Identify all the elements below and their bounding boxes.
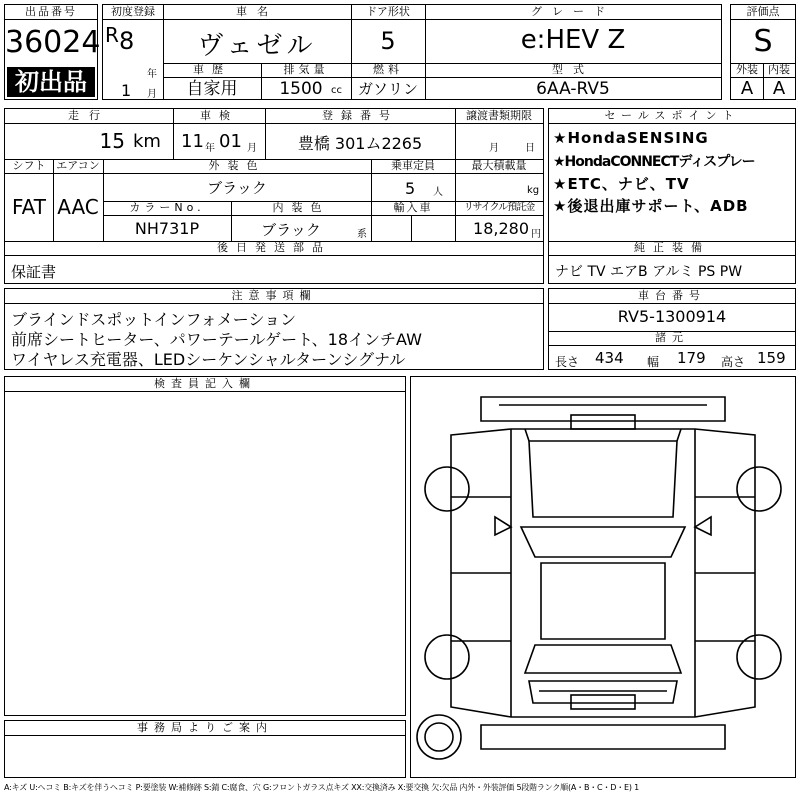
later-parts: 保証書 — [11, 263, 57, 281]
sales-points-box — [548, 108, 796, 284]
equipment-list: ナビ TV エアB アルミ PS PW — [555, 264, 743, 280]
import-label: 輸入車 — [393, 201, 433, 214]
front-bumper-outline — [481, 397, 725, 421]
first-reg-label: 初度登録 — [111, 5, 155, 18]
first-reg-year: 8 — [119, 27, 135, 55]
capacity-unit: 人 — [433, 187, 443, 198]
wheel-rear-left — [425, 635, 469, 679]
sales-point-item: ★ETC、ナビ、TV — [553, 175, 690, 193]
car-name: ヴェゼル — [197, 31, 317, 61]
ac: AAC — [57, 195, 99, 219]
plate-label: 登録番号 — [322, 109, 398, 122]
capacity: 5 — [405, 179, 416, 198]
equipment-label: 純正装備 — [634, 241, 710, 254]
model-label: 型式 — [552, 63, 594, 76]
displacement-unit: cc — [331, 85, 342, 96]
recycle-label: リサイクル預託金 — [463, 202, 535, 213]
rear-window-outline — [525, 645, 681, 673]
capacity-label: 乗車定員 — [391, 159, 435, 172]
office-label: 事務局よりご案内 — [137, 721, 273, 734]
grade: e:HEV Z — [520, 25, 626, 55]
shift: FAT — [11, 195, 46, 219]
later-parts-label: 後日発送部品 — [217, 241, 331, 254]
first-reg-month: 1 — [121, 81, 132, 100]
height: 159 — [757, 349, 786, 367]
inspection-month-unit: 月 — [247, 143, 257, 154]
max-load-label: 最大積載量 — [471, 159, 527, 172]
note-line: ブラインドスポットインフォメーション — [11, 310, 297, 329]
inspection-year-unit: 年 — [205, 143, 215, 154]
spare-wheel — [417, 715, 461, 759]
door-label: ドア形状 — [366, 5, 410, 18]
mileage-unit: km — [133, 131, 161, 152]
mileage: 15 — [99, 129, 125, 153]
ext-color: ブラック — [207, 179, 267, 197]
color-no-label: カラーNo. — [129, 201, 205, 214]
grade-label: グレード — [531, 5, 615, 18]
plate-number: 豊橋 301ム2265 — [297, 134, 423, 153]
int-score-label: 内装 — [768, 63, 790, 76]
sales-point-item: ★HondaSENSING — [553, 129, 709, 147]
car-damage-diagram — [411, 377, 795, 777]
length-label: 長さ — [555, 355, 580, 369]
int-color-label: 内装色 — [272, 201, 330, 214]
damage-legend: A:キズ U:ヘコミ B:キズを伴うヘコミ P:要塗装 W:補修跡 S:錆 C:腐食、穴 G:フロントガラス点キズ XX:交換済み X:要交換 欠:欠品 内外・外装評価 5段階ランク順(A・B・C・D・E) 1 — [4, 783, 640, 792]
front-plate-outline — [571, 415, 635, 429]
chassis-box — [548, 288, 796, 370]
hood-outline — [529, 441, 677, 517]
vehicle-details-table — [4, 108, 544, 284]
inspection-label: 車検 — [200, 109, 238, 122]
note-line: ワイヤレス充電器、LEDシーケンシャルターンシグナル — [11, 350, 406, 369]
car-name-label: 車名 — [236, 5, 278, 18]
chassis-label: 車台番号 — [638, 289, 706, 302]
int-color: ブラック — [261, 221, 321, 239]
shift-label: シフト — [12, 159, 46, 172]
int-score: A — [772, 78, 786, 99]
width: 179 — [677, 349, 706, 367]
model: 6AA-RV5 — [536, 79, 610, 99]
year-unit: 年 — [147, 69, 157, 80]
vehicle-header-table — [102, 4, 722, 100]
lot-number-label: 出品番号 — [5, 5, 97, 20]
ext-score-label: 外装 — [736, 63, 758, 76]
history-label: 車歴 — [193, 63, 231, 76]
trunk-outline — [529, 681, 677, 703]
fuel: ガソリン — [357, 80, 418, 98]
ext-color-label: 外装色 — [208, 159, 266, 172]
lot-number: 36024 — [5, 25, 101, 60]
first-listing-badge: 初出品 — [7, 67, 95, 97]
inspector-box — [4, 376, 406, 716]
transfer-month-unit: 月 — [489, 143, 499, 154]
roof-outline — [541, 563, 665, 639]
notes-label: 注意事項欄 — [231, 289, 317, 302]
score-label: 評価点 — [746, 5, 780, 18]
length: 434 — [595, 349, 624, 367]
height-label: 高さ — [721, 355, 746, 369]
ext-score: A — [740, 78, 754, 99]
windshield-outline — [521, 527, 685, 557]
history: 自家用 — [186, 79, 238, 99]
recycle-fee: 18,280 — [473, 219, 529, 238]
sales-points-label: セールスポイント — [604, 109, 740, 122]
sales-point-item: ★後退出庫サポート、ADB — [553, 197, 749, 215]
max-load-unit: kg — [527, 185, 540, 196]
inspector-label: 検査員記入欄 — [154, 377, 256, 390]
note-line: 前席シートヒーター、パワーテールゲート、18インチAW — [11, 330, 422, 349]
inspection-year: 11 — [181, 131, 204, 152]
wheel-front-left — [425, 467, 469, 511]
score: S — [753, 24, 773, 59]
recycle-unit: 円 — [531, 229, 541, 240]
specs-label: 諸元 — [655, 331, 689, 344]
int-color-suffix: 系 — [357, 229, 367, 240]
notes-box — [4, 288, 544, 370]
fuel-label: 燃料 — [373, 63, 403, 76]
width-label: 幅 — [647, 355, 660, 369]
rear-plate-outline — [571, 695, 635, 709]
chassis-number: RV5-1300914 — [617, 307, 727, 326]
displacement-label: 排気量 — [283, 63, 329, 76]
office-box — [4, 720, 406, 778]
rear-bumper-outline — [481, 725, 725, 749]
sales-point-item: ★HondaCONNECTディスプレー — [553, 154, 755, 170]
era: R — [105, 23, 119, 47]
wheel-front-right — [737, 467, 781, 511]
color-no: NH731P — [134, 219, 200, 238]
transfer-deadline-label: 譲渡書類期限 — [466, 109, 532, 122]
score-box — [730, 4, 796, 100]
wheel-rear-right — [737, 635, 781, 679]
lot-number-box — [4, 4, 101, 100]
transfer-day-unit: 日 — [525, 143, 535, 154]
month-unit: 月 — [147, 89, 157, 100]
inspection-month: 01 — [219, 131, 242, 152]
doors: 5 — [380, 27, 396, 55]
mileage-label: 走行 — [68, 109, 110, 122]
displacement: 1500 — [279, 79, 323, 99]
damage-diagram-box — [410, 376, 796, 778]
ac-label: エアコン — [56, 159, 100, 172]
